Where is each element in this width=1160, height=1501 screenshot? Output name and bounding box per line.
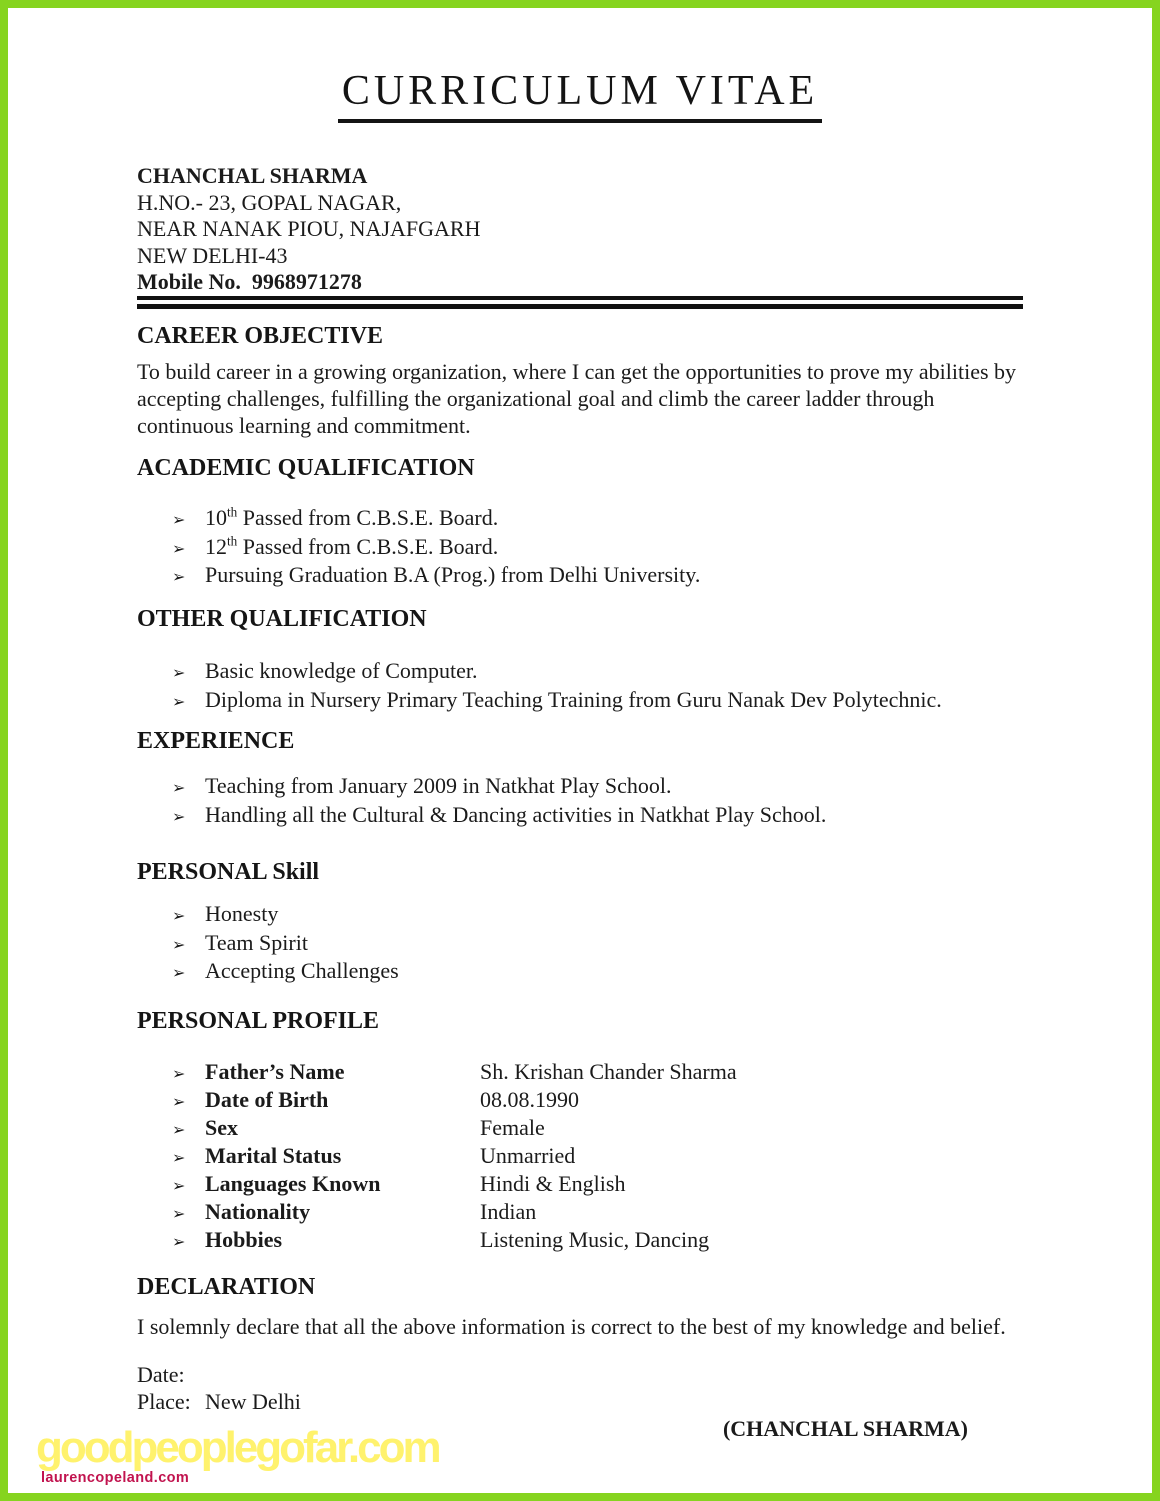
profile-label: Father’s Name [205, 1059, 345, 1084]
list-item-text: 12th Passed from C.B.S.E. Board. [205, 533, 499, 559]
career-objective-text: To build career in a growing organization, where I can get the opportunities to prove my abilities by accepting challenges, fulfilling the organizational goal and climb the career ladder through continuous learning and commitment. [137, 358, 1017, 438]
list-item [137, 687, 1023, 716]
profile-label: Marital Status [205, 1143, 342, 1168]
personal-profile-heading: PERSONAL PROFILE [137, 1008, 380, 1034]
list-item-text: Accepting Challenges [205, 958, 399, 984]
personal-skill-heading: PERSONAL Skill [137, 858, 320, 885]
arrow-bullet-icon: ➢ [172, 807, 186, 827]
declaration-text: I solemnly declare that all the above information is correct to the best of my knowledge and belief. [137, 1314, 1006, 1339]
table-row [137, 1059, 1023, 1087]
list-item-text: Team Spirit [205, 929, 308, 955]
experience-heading: EXPERIENCE [137, 728, 295, 755]
list-item-text: Diploma in Nursery Primary Teaching Training from Guru Nanak Dev Polytechnic. [205, 686, 942, 712]
arrow-bullet-icon: ➢ [172, 663, 186, 683]
list-item-text: Teaching from January 2009 in Natkhat Play School. [205, 773, 672, 799]
arrow-bullet-icon: ➢ [172, 1064, 186, 1083]
profile-value: 08.08.1990 [480, 1087, 579, 1112]
list-item [137, 658, 1023, 687]
profile-label: Languages Known [205, 1171, 381, 1196]
ordinal-superscript: th [227, 533, 238, 549]
arrow-bullet-icon: ➢ [172, 1176, 186, 1195]
arrow-bullet-icon: ➢ [172, 934, 186, 954]
table-row [137, 1087, 1023, 1115]
academic-qualification-list [137, 505, 1023, 591]
address-line-3: NEW DELHI-43 [137, 242, 288, 268]
address-line-2: NEAR NANAK PIOU, NAJAFGARH [137, 216, 481, 242]
arrow-bullet-icon: ➢ [172, 1204, 186, 1223]
ordinal-superscript: th [227, 504, 238, 520]
personal-profile-table [137, 1059, 1023, 1255]
table-row [137, 1227, 1023, 1255]
profile-value: Female [480, 1115, 545, 1140]
arrow-bullet-icon: ➢ [172, 905, 186, 925]
arrow-bullet-icon: ➢ [172, 963, 186, 983]
header-divider-rule [137, 296, 1023, 309]
profile-value: Hindi & English [480, 1171, 626, 1196]
contact-block [137, 163, 1023, 296]
place-value: New Delhi [205, 1389, 301, 1414]
career-objective-heading: CAREER OBJECTIVE [137, 322, 384, 349]
list-item-text: Basic knowledge of Computer. [205, 658, 478, 684]
personal-skill-list [137, 901, 1023, 987]
profile-value: Unmarried [480, 1143, 576, 1168]
experience-list [137, 773, 1023, 830]
table-row [137, 1199, 1023, 1227]
arrow-bullet-icon: ➢ [172, 691, 186, 711]
list-item-text: 10th Passed from C.B.S.E. Board. [205, 504, 499, 530]
declaration-heading: DECLARATION [137, 1274, 316, 1300]
list-item [137, 505, 1023, 534]
list-item [137, 534, 1023, 563]
arrow-bullet-icon: ➢ [172, 567, 186, 587]
document-title: CURRICULUM VITAE [338, 70, 822, 123]
arrow-bullet-icon: ➢ [172, 1092, 186, 1111]
profile-label: Date of Birth [205, 1087, 329, 1112]
list-item-text: Honesty [205, 900, 279, 926]
profile-value: Sh. Krishan Chander Sharma [480, 1059, 737, 1084]
profile-value: Listening Music, Dancing [480, 1227, 710, 1252]
title-block [137, 70, 1023, 123]
candidate-name: CHANCHAL SHARMA [137, 163, 368, 188]
watermark-goodpeoplegofar: goodpeoplegofar.com [36, 1423, 439, 1472]
table-row [137, 1115, 1023, 1143]
arrow-bullet-icon: ➢ [172, 778, 186, 798]
table-row [137, 1143, 1023, 1171]
profile-label: Nationality [205, 1199, 311, 1224]
arrow-bullet-icon: ➢ [172, 1148, 186, 1167]
address-line-1: H.NO.- 23, GOPAL NAGAR, [137, 189, 402, 215]
table-row [137, 1171, 1023, 1199]
profile-label: Hobbies [205, 1227, 283, 1252]
list-item [137, 562, 1023, 591]
other-qualification-heading: OTHER QUALIFICATION [137, 606, 427, 633]
date-label: Date: [137, 1362, 185, 1387]
arrow-bullet-icon: ➢ [172, 538, 186, 558]
list-item-text: Pursuing Graduation B.A (Prog.) from Delhi University. [205, 562, 701, 588]
list-item [137, 901, 1023, 930]
list-item-text: Handling all the Cultural & Dancing activities in Natkhat Play School. [205, 802, 827, 828]
arrow-bullet-icon: ➢ [172, 1232, 186, 1251]
arrow-bullet-icon: ➢ [172, 509, 186, 529]
other-qualification-list [137, 658, 1023, 715]
list-item [137, 930, 1023, 959]
signature-name: (CHANCHAL SHARMA) [722, 1416, 968, 1441]
watermark-laurencopeland: laurencopeland.com [41, 1470, 190, 1486]
place-line [137, 1388, 1023, 1415]
list-item [137, 802, 1023, 831]
profile-label: Sex [205, 1115, 238, 1140]
cv-content [8, 70, 1152, 1442]
date-line [137, 1361, 1023, 1388]
list-item [137, 773, 1023, 802]
academic-qualification-heading: ACADEMIC QUALIFICATION [137, 454, 475, 481]
place-label: Place: [137, 1389, 191, 1414]
profile-value: Indian [480, 1199, 537, 1224]
mobile-number: Mobile No. 9968971278 [137, 269, 362, 295]
arrow-bullet-icon: ➢ [172, 1120, 186, 1139]
list-item [137, 958, 1023, 987]
